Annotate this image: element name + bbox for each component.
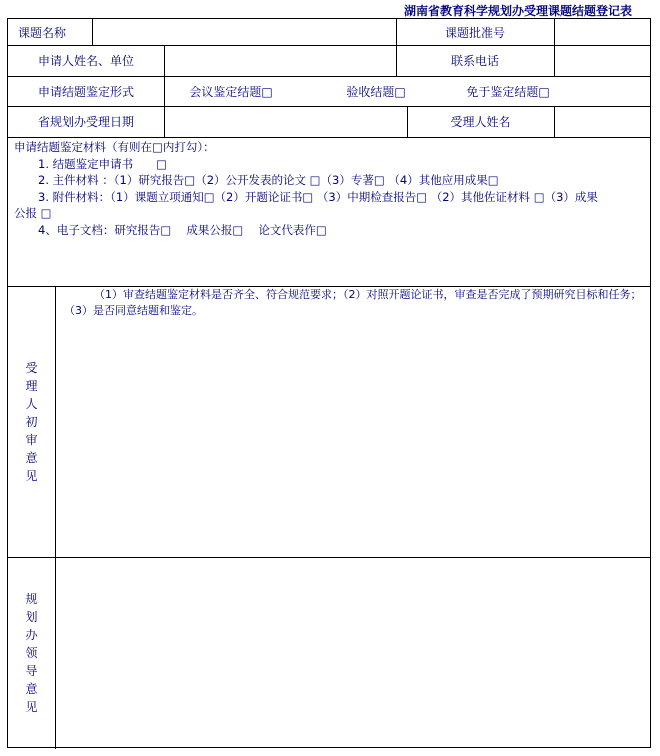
label-char: 导 bbox=[25, 664, 38, 678]
materials-line-2: 2. 主件材料 ：（1）研究报告□（2）公开发表的论文 □（3）专著□ （4）其他应用成果□ bbox=[38, 173, 499, 187]
form-type-label: 申请结题鉴定形式 bbox=[37, 84, 134, 99]
label-char: 见 bbox=[25, 700, 38, 714]
leadership-opinion-label bbox=[8, 557, 55, 749]
receiver-name-label: 受理人姓名 bbox=[450, 115, 511, 129]
topic-name-field[interactable] bbox=[92, 19, 396, 45]
col-divider bbox=[164, 76, 165, 106]
approval-number-label: 课题批准号 bbox=[444, 25, 505, 40]
acceptance-option[interactable]: 验收结题□ bbox=[346, 84, 406, 99]
receiver-name-field[interactable] bbox=[554, 106, 650, 137]
approval-number-field[interactable] bbox=[554, 19, 650, 45]
label-char: 意 bbox=[25, 682, 38, 696]
label-char: 划 bbox=[25, 610, 38, 624]
topic-name-label: 课题名称 bbox=[18, 25, 67, 40]
materials-heading: 申请结题鉴定材料（有则在□内打勾）： bbox=[14, 140, 215, 154]
label-char: 人 bbox=[25, 396, 38, 411]
label-char: 见 bbox=[25, 468, 38, 483]
label-char: 意 bbox=[25, 450, 38, 465]
phone-field[interactable] bbox=[554, 45, 650, 76]
applicant-field[interactable] bbox=[164, 45, 396, 76]
materials-section bbox=[14, 139, 644, 238]
label-char: 审 bbox=[25, 432, 38, 447]
accept-date-label: 省规划办受理日期 bbox=[37, 115, 134, 129]
review-instructions[interactable] bbox=[64, 287, 644, 319]
review-instructions-text: （1）审查结题鉴定材料是否齐全、符合规范要求；（2）对照开题论证书，审查是否完成了预期研究目标和任务；（3）是否同意结题和鉴定。 bbox=[64, 288, 642, 317]
materials-line-3: 3. 附件材料：（1）课题立项通知□（2）开题论证书□ （3）中期检查报告□ （2）其他佐证材料 □（3）成果 bbox=[38, 189, 598, 204]
label-char: 理 bbox=[25, 378, 38, 393]
phone-label: 联系电话 bbox=[450, 54, 499, 68]
exempt-appraisal-option[interactable]: 免于鉴定结题□ bbox=[466, 84, 550, 99]
label-char: 受 bbox=[25, 360, 38, 375]
meeting-appraisal-option[interactable]: 会议鉴定结题□ bbox=[189, 84, 273, 99]
receiver-review-label bbox=[8, 286, 55, 557]
applicant-label: 申请人姓名、单位 bbox=[37, 54, 134, 68]
label-char: 规 bbox=[25, 592, 38, 606]
leadership-opinion-field[interactable] bbox=[56, 558, 650, 748]
label-char: 初 bbox=[25, 414, 38, 429]
registration-form-table bbox=[7, 18, 651, 748]
accept-date-field[interactable] bbox=[164, 106, 407, 137]
row-divider bbox=[8, 137, 650, 138]
materials-line-4: 4、电子文档：研究报告□ 成果公报□ 论文代表作□ bbox=[38, 222, 327, 237]
materials-line-1: 1. 结题鉴定申请书 □ bbox=[38, 156, 167, 171]
materials-line-3-wrap: 公报 □ bbox=[14, 206, 52, 220]
label-char: 领 bbox=[25, 646, 38, 660]
label-char: 办 bbox=[25, 628, 38, 642]
form-title: 湖南省教育科学规划办受理课题结题登记表 bbox=[403, 4, 632, 18]
